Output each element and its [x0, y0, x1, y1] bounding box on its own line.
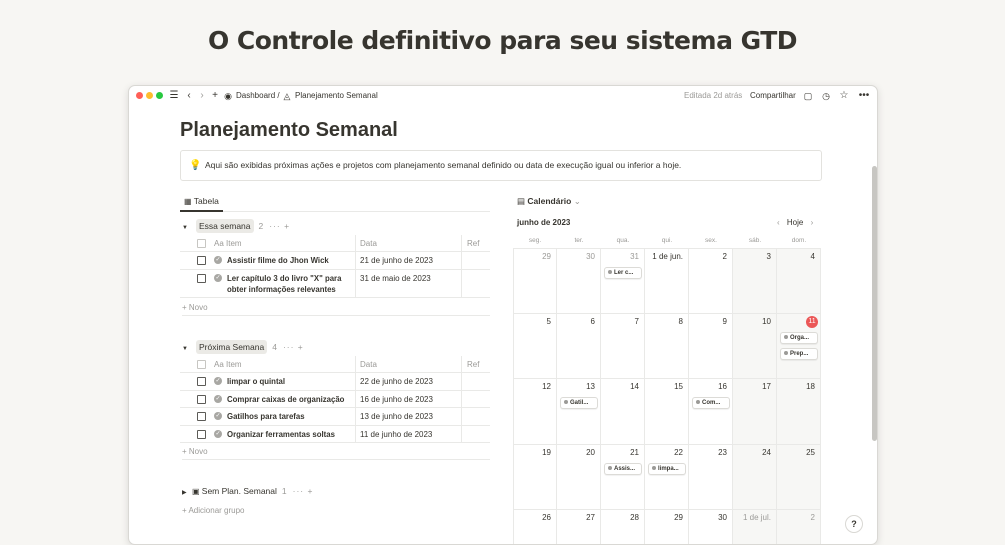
collapse-triangle-icon[interactable]: ▼ — [182, 225, 188, 231]
calendar-day-cell[interactable] — [777, 248, 821, 314]
day-number: 31 — [630, 252, 639, 261]
comments-icon[interactable]: ▢ — [803, 91, 813, 101]
group-count: 4 — [272, 342, 277, 352]
calendar-day-cell[interactable] — [733, 314, 777, 380]
event-status-dot-icon — [784, 335, 788, 339]
top-bar — [129, 86, 877, 106]
day-number: 30 — [586, 252, 595, 261]
calendar-day-cell[interactable] — [733, 445, 777, 511]
col-item[interactable]: Aa Item — [214, 360, 242, 369]
share-button[interactable]: Compartilhar — [750, 91, 796, 100]
row-checkbox[interactable] — [197, 412, 206, 421]
calendar-day-cell[interactable] — [733, 510, 777, 545]
day-number: 20 — [586, 447, 595, 457]
table-header — [180, 235, 490, 252]
status-check-icon: ✓ — [215, 395, 221, 402]
calendar-month-title: junho de 2023 — [517, 218, 571, 227]
row-checkbox[interactable] — [197, 256, 206, 265]
day-number: 6 — [590, 316, 595, 326]
day-number: 1 de jun. — [652, 252, 683, 261]
calendar-day-cell[interactable] — [557, 248, 601, 314]
collapse-triangle-icon[interactable]: ▼ — [182, 346, 188, 352]
breadcrumb-current-page[interactable]: Planejamento Semanal — [295, 91, 378, 100]
calendar-day-cell[interactable] — [513, 314, 557, 380]
help-button[interactable]: ? — [845, 515, 863, 533]
calendar-day-cell[interactable] — [777, 314, 821, 380]
calendar-day-cell[interactable] — [557, 445, 601, 511]
col-ref[interactable]: Ref — [467, 239, 480, 248]
weekday-header: seg. — [528, 237, 542, 244]
day-number: 18 — [806, 382, 815, 391]
calendar-day-cell[interactable] — [601, 314, 645, 380]
edited-timestamp: Editada 2d atrás — [684, 91, 743, 100]
day-number: 17 — [762, 382, 771, 391]
row-date[interactable]: 21 de junho de 2023 — [360, 256, 433, 265]
group-label: Próxima Semana — [196, 340, 267, 354]
col-data[interactable]: Data — [360, 239, 377, 248]
expand-triangle-icon[interactable]: ▶ — [182, 490, 187, 496]
status-check-icon: ✓ — [215, 413, 221, 419]
table-row[interactable] — [180, 270, 490, 298]
group-actions-icon[interactable]: ··· + — [292, 486, 314, 496]
event-status-dot-icon — [652, 466, 656, 470]
calendar-day-cell[interactable] — [645, 445, 689, 511]
calendar-day-cell[interactable] — [601, 248, 645, 314]
col-item[interactable]: Aa Item — [214, 239, 242, 248]
row-item-name[interactable]: Gatilhos para tarefas — [227, 412, 305, 421]
day-number: 28 — [630, 513, 639, 522]
day-number: 26 — [542, 513, 551, 522]
calendar-day-cell[interactable] — [733, 379, 777, 445]
page-headline: O Controle definitivo para seu sistema GTD — [207, 26, 798, 55]
calendar-day-cell[interactable] — [645, 510, 689, 545]
page-scrollbar[interactable] — [872, 166, 877, 441]
tab-calendario[interactable]: ▤ Calendário ⌄ — [517, 196, 581, 206]
forward-arrow-icon[interactable]: › — [200, 90, 204, 101]
calendar-day-cell[interactable] — [777, 379, 821, 445]
lightbulb-icon: 💡 — [189, 160, 202, 171]
sidebar-menu-icon[interactable]: ☰ — [169, 90, 179, 101]
calendar-event-card[interactable] — [560, 397, 598, 409]
planning-page-icon: ◬ — [283, 91, 291, 101]
row-date[interactable]: 16 de junho de 2023 — [360, 394, 433, 404]
day-number: 9 — [722, 316, 727, 326]
calendar-event-card[interactable] — [604, 463, 642, 475]
group-sem-plan-semanal[interactable] — [182, 484, 313, 498]
calendar-day-cell[interactable] — [689, 379, 733, 445]
calendar-icon: ▤ — [517, 196, 528, 206]
day-number: 29 — [674, 513, 683, 522]
table-row[interactable] — [180, 391, 490, 409]
event-title: Orga... — [790, 334, 810, 341]
row-item-name[interactable]: Ler capítulo 3 do livro "X" para obter informações relevantes — [227, 274, 342, 294]
group-label: Essa semana — [196, 219, 254, 233]
status-check-icon: ✓ — [215, 275, 221, 281]
table-row[interactable] — [180, 252, 490, 270]
day-number: 25 — [806, 447, 815, 457]
event-title: Com... — [702, 400, 721, 406]
calendar-nav — [777, 218, 813, 227]
row-date[interactable]: 11 de junho de 2023 — [360, 429, 433, 439]
group-actions-icon[interactable]: ··· + — [282, 342, 304, 352]
more-options-icon[interactable]: ••• — [858, 90, 870, 101]
breadcrumb-dashboard[interactable]: Dashboard / — [236, 91, 280, 100]
event-title: limpa... — [658, 465, 679, 472]
event-status-dot-icon — [608, 270, 612, 274]
close-window-button[interactable] — [136, 92, 143, 99]
day-number: 30 — [718, 513, 727, 522]
day-number: 10 — [762, 316, 771, 326]
row-item-name[interactable]: Organizar ferramentas soltas — [227, 429, 335, 439]
day-number: 19 — [542, 447, 551, 457]
calendar-day-cell[interactable] — [689, 248, 733, 314]
weekday-header: sex. — [705, 237, 717, 244]
col-ref[interactable]: Ref — [467, 360, 480, 369]
back-arrow-icon[interactable]: ‹ — [187, 90, 191, 101]
calendar-event-card[interactable] — [648, 463, 686, 475]
favorite-star-icon[interactable]: ☆ — [839, 90, 849, 101]
minimize-window-button[interactable] — [146, 92, 153, 99]
row-date[interactable]: 31 de maio de 2023 — [360, 274, 431, 283]
calendar-day-cell[interactable] — [689, 445, 733, 511]
info-callout — [180, 150, 822, 181]
calendar-day-cell[interactable] — [645, 379, 689, 445]
calendar-day-cell[interactable] — [777, 445, 821, 511]
col-data[interactable]: Data — [360, 360, 377, 369]
history-clock-icon[interactable]: ◷ — [822, 91, 830, 101]
day-number: 29 — [542, 252, 551, 261]
status-check-icon: ✓ — [215, 430, 221, 437]
callout-text: Aqui são exibidas próximas ações e projetos com planejamento semanal definido ou data de execução igual ou inferior a hoje. — [205, 160, 682, 170]
calendar-day-cell[interactable] — [557, 314, 601, 380]
day-number: 15 — [674, 382, 683, 391]
event-status-dot-icon — [608, 466, 612, 470]
weekday-header: sáb. — [748, 237, 762, 244]
calendar-day-cell[interactable] — [513, 445, 557, 511]
row-item-name[interactable]: Assistir filme do Jhon Wick — [227, 256, 329, 265]
today-date-badge: 11 — [806, 316, 818, 328]
event-title: Prep... — [790, 350, 809, 357]
day-number: 23 — [718, 447, 727, 457]
calendar-event-card[interactable] — [604, 267, 642, 279]
row-checkbox[interactable] — [197, 274, 206, 283]
maximize-window-button[interactable] — [156, 92, 163, 99]
calendar-event-card[interactable] — [692, 397, 730, 409]
calendar-day-cell[interactable] — [513, 510, 557, 545]
day-number: 22 — [674, 447, 683, 457]
page-title: Planejamento Semanal — [180, 119, 398, 141]
status-check-icon: ✓ — [215, 378, 221, 384]
notion-window — [128, 85, 878, 545]
day-number: 16 — [718, 382, 727, 391]
row-item-name[interactable]: limpar o quintal — [227, 377, 286, 386]
day-number: 5 — [546, 316, 551, 326]
chevron-down-icon: ⌄ — [571, 196, 581, 206]
group-count: 1 — [281, 486, 287, 496]
event-title: Assis... — [614, 465, 636, 472]
weekday-header: dom. — [791, 237, 807, 244]
today-button[interactable]: Hoje — [786, 218, 804, 227]
calendar-day-cell[interactable] — [689, 314, 733, 380]
day-number: 24 — [762, 447, 771, 457]
status-check-icon: ✓ — [215, 257, 221, 263]
table-icon: ▦ — [184, 197, 194, 206]
group-actions-icon[interactable]: ··· + — [269, 221, 291, 231]
group-label: Sem Plan. Semanal — [201, 486, 277, 496]
row-date[interactable]: 13 de junho de 2023 — [360, 412, 433, 421]
event-title: Gatil... — [570, 400, 589, 406]
calendar-day-cell[interactable] — [601, 379, 645, 445]
table-view-tabbar — [180, 194, 490, 212]
day-number: 12 — [542, 382, 551, 391]
calendar-day-cell[interactable] — [645, 314, 689, 380]
calendar-day-cell[interactable] — [557, 510, 601, 545]
table-header — [180, 356, 490, 373]
prev-month-icon[interactable]: ‹ — [777, 218, 780, 227]
day-number: 4 — [810, 252, 815, 261]
new-row-button[interactable]: + Novo — [182, 444, 490, 460]
calendar-day-cell[interactable] — [733, 248, 777, 314]
new-row-button[interactable]: + Novo — [182, 300, 490, 316]
event-status-dot-icon — [564, 400, 568, 404]
next-month-icon[interactable]: › — [810, 218, 814, 227]
day-number: 27 — [586, 513, 595, 522]
table-row[interactable] — [180, 373, 490, 391]
group-essa-semana[interactable] — [182, 219, 290, 233]
group-count: 2 — [258, 221, 264, 231]
calendar-day-cell[interactable] — [777, 510, 821, 545]
day-number: 8 — [678, 316, 683, 326]
dashboard-page-icon: ◉ — [224, 91, 232, 101]
row-checkbox[interactable] — [197, 377, 206, 386]
day-number: 13 — [586, 382, 595, 391]
new-page-plus-icon[interactable]: + — [212, 90, 218, 101]
day-number: 2 — [810, 513, 815, 522]
calendar-day-cell[interactable] — [601, 445, 645, 511]
inbox-icon: ▣ — [192, 487, 202, 496]
tab-tabela[interactable]: ▦ Tabela — [180, 194, 223, 212]
weekday-header: qui. — [661, 237, 673, 244]
day-number: 3 — [766, 252, 771, 261]
add-group-button[interactable]: + Adicionar grupo — [182, 506, 245, 515]
row-date[interactable]: 22 de junho de 2023 — [360, 377, 433, 386]
calendar-day-cell[interactable] — [601, 510, 645, 545]
day-number: 1 de jul. — [742, 513, 771, 522]
calendar-day-cell[interactable] — [689, 510, 733, 545]
calendar-event-card[interactable] — [780, 348, 818, 360]
calendar-day-cell[interactable] — [557, 379, 601, 445]
weekday-header: ter. — [574, 237, 584, 244]
event-status-dot-icon — [784, 351, 788, 355]
row-checkbox[interactable] — [197, 430, 206, 439]
group-proxima-semana[interactable] — [182, 340, 304, 354]
select-all-checkbox[interactable] — [197, 239, 206, 248]
day-number: 7 — [634, 316, 639, 326]
day-number: 14 — [630, 382, 639, 391]
weekday-header: qua. — [616, 237, 630, 244]
calendar-day-cell[interactable] — [645, 248, 689, 314]
calendar-day-cell[interactable] — [513, 379, 557, 445]
calendar-event-card[interactable] — [780, 332, 818, 344]
day-number: 2 — [722, 252, 727, 261]
event-status-dot-icon — [696, 400, 700, 404]
row-checkbox[interactable] — [197, 395, 206, 404]
calendar-day-cell[interactable] — [513, 248, 557, 314]
select-all-checkbox[interactable] — [197, 360, 206, 369]
table-row[interactable] — [180, 408, 490, 426]
row-item-name[interactable]: Comprar caixas de organização — [227, 394, 345, 404]
event-title: Ler c... — [614, 270, 634, 276]
table-row[interactable] — [180, 426, 490, 444]
day-number: 21 — [630, 447, 639, 457]
